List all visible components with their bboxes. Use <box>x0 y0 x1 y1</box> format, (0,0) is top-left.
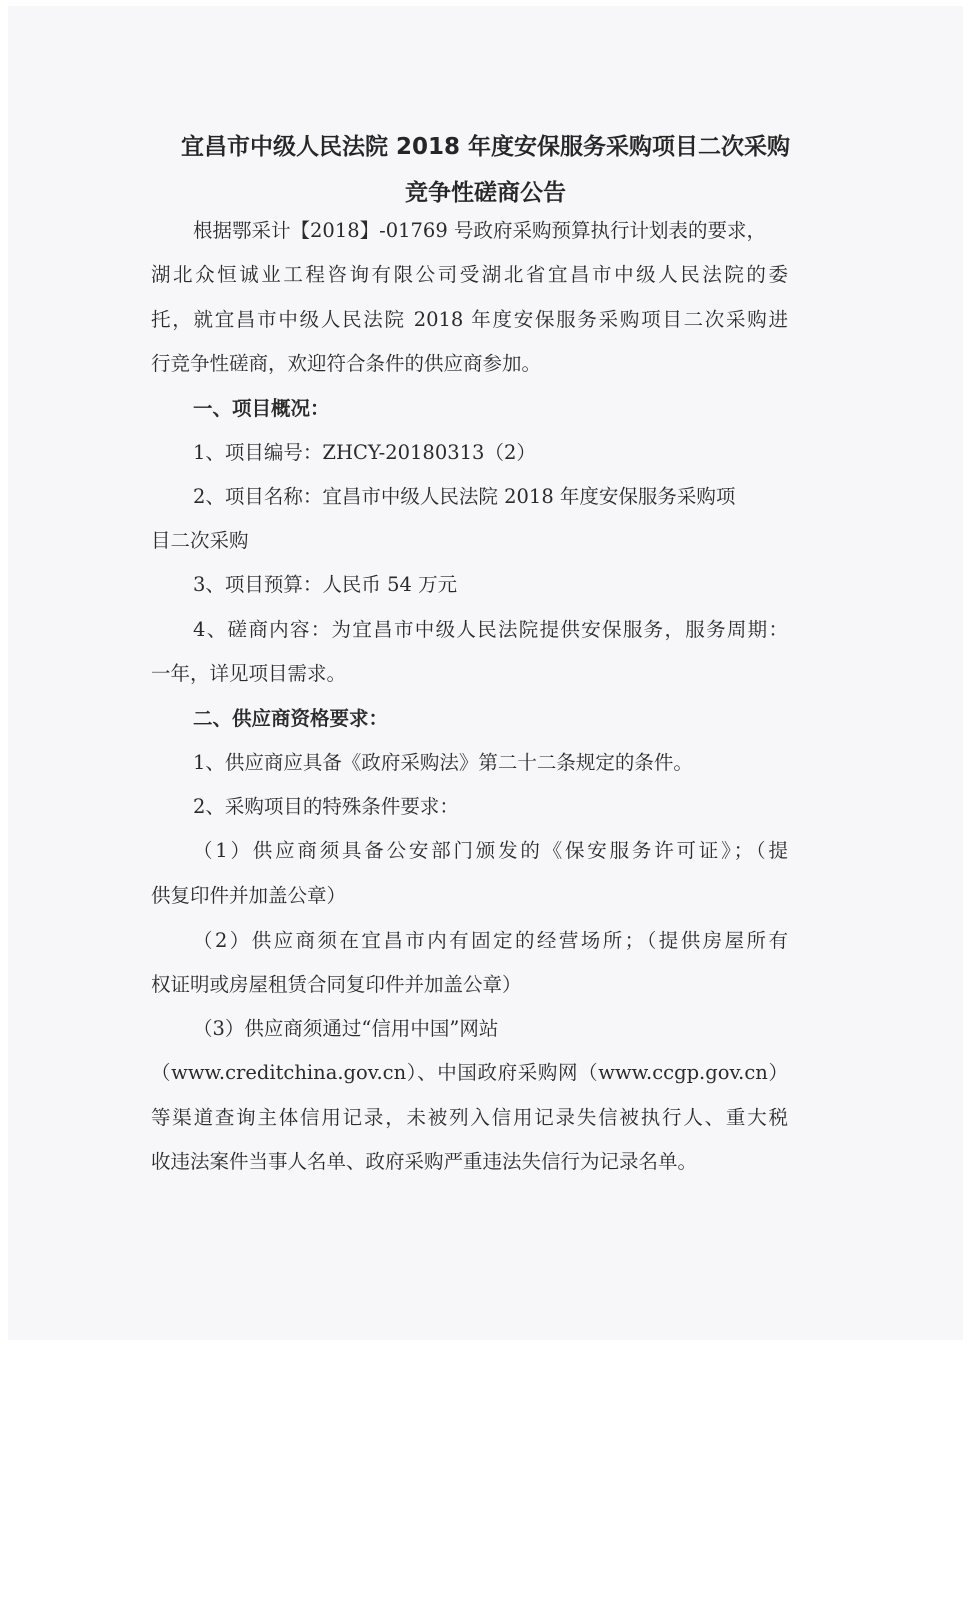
document-title-line-1: 宜昌市中级人民法院 2018 年度安保服务采购项目二次采购 <box>180 134 791 160</box>
special-requirement-1-line-2: 供复印件并加盖公章） <box>151 884 347 907</box>
special-requirement-3-line-4: 收违法案件当事人名单、政府采购严重违法失信行为记录名单。 <box>151 1150 698 1173</box>
project-budget: 3、项目预算：人民币 54 万元 <box>193 573 458 596</box>
project-name-line-2: 目二次采购 <box>151 529 249 552</box>
special-requirement-2-line-2: 权证明或房屋租赁合同复印件并加盖公章） <box>151 973 522 996</box>
section-heading-qualifications: 二、供应商资格要求： <box>193 707 389 730</box>
consultation-content-line-1: 4、磋商内容：为宜昌市中级人民法院提供安保服务，服务周期： <box>193 618 788 641</box>
special-requirement-3-line-2: （www.creditchina.gov.cn）、中国政府采购网（www.ccgp.gov.cn） <box>151 1061 788 1084</box>
document-title-line-2: 竞争性磋商公告 <box>405 180 566 206</box>
intro-line-3: 托，就宜昌市中级人民法院 2018 年度安保服务采购项目二次采购进 <box>151 308 788 331</box>
special-requirement-3-line-1: （3）供应商须通过“信用中国”网站 <box>193 1017 499 1040</box>
intro-line-1: 根据鄂采计【2018】-01769 号政府采购预算执行计划表的要求， <box>193 219 766 242</box>
consultation-content-line-2: 一年，详见项目需求。 <box>151 662 347 685</box>
special-requirement-2-line-1: （2）供应商须在宜昌市内有固定的经营场所；（提供房屋所有 <box>193 929 788 952</box>
project-name-line-1: 2、项目名称：宜昌市中级人民法院 2018 年度安保服务采购项 <box>193 485 736 508</box>
section-heading-overview: 一、项目概况： <box>193 397 330 420</box>
special-requirement-1-line-1: （1）供应商须具备公安部门颁发的《保安服务许可证》；（提 <box>193 839 788 862</box>
special-requirement-3-line-3: 等渠道查询主体信用记录，未被列入信用记录失信被执行人、重大税 <box>151 1106 788 1129</box>
qualification-item-1: 1、供应商应具备《政府采购法》第二十二条规定的条件。 <box>193 751 693 774</box>
intro-line-2: 湖北众恒诚业工程咨询有限公司受湖北省宜昌市中级人民法院的委 <box>151 263 788 286</box>
intro-line-4: 行竞争性磋商，欢迎符合条件的供应商参加。 <box>151 352 542 375</box>
project-number: 1、项目编号：ZHCY-20180313（2） <box>193 441 536 464</box>
qualification-item-2: 2、采购项目的特殊条件要求： <box>193 795 459 818</box>
